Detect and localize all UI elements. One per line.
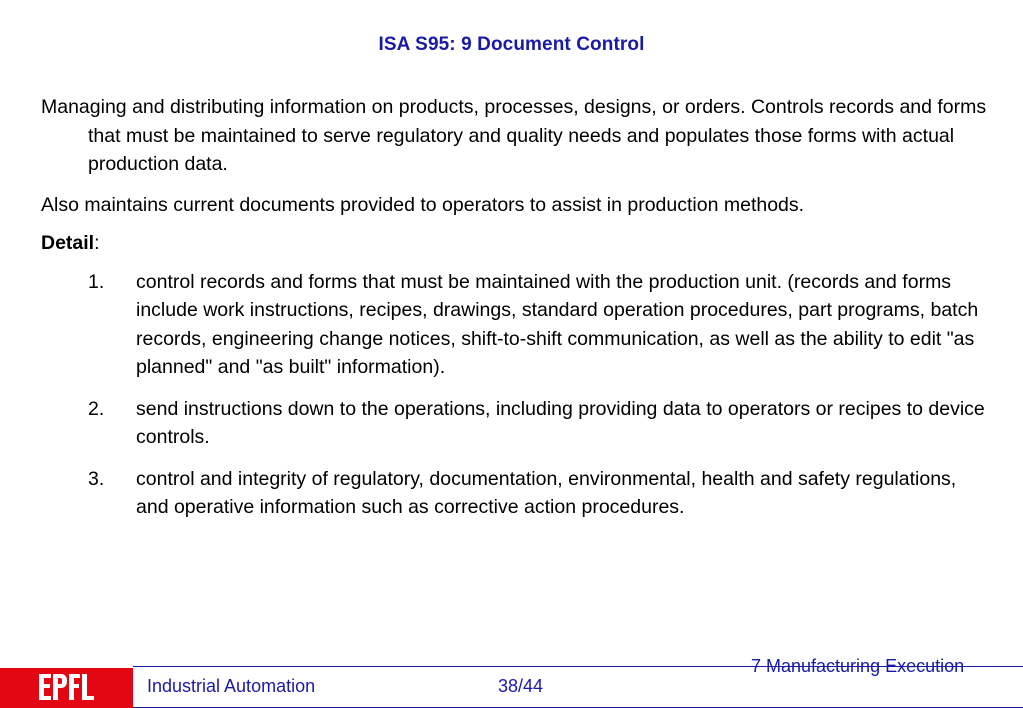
detail-heading — [41, 229, 991, 258]
list-item-text: control and integrity of regulatory, documentation, environmental, health and safety regulations, and operative information such as corrective action procedures. — [136, 467, 957, 518]
footer-chapter-title: 7 Manufacturing Execution — [751, 656, 965, 676]
list-item-number: 1. — [88, 270, 105, 293]
list-item-number: 3. — [88, 467, 105, 490]
list-item — [41, 268, 991, 382]
list-item-text: send instructions down to the operations, including providing data to operators or recipes to device controls. — [136, 397, 985, 448]
intro-paragraph: Managing and distributing information on products, processes, designs, or orders. Controls records and forms that must be maintained to serve regulatory and quality needs and populates those forms with actual production data. — [41, 96, 987, 175]
list-item — [41, 465, 991, 522]
detail-colon: : — [94, 232, 100, 254]
operators-paragraph: Also maintains current documents provided to operators to assist in production methods. — [41, 193, 805, 216]
slide-title: ISA S95: 9 Document Control — [378, 34, 645, 55]
epfl-logo — [0, 668, 133, 708]
list-item-number: 2. — [88, 397, 105, 420]
footer-course-title: Industrial Automation — [147, 676, 316, 696]
epfl-logo-icon — [35, 672, 99, 704]
list-item — [41, 395, 991, 452]
list-item-text: control records and forms that must be maintained with the production unit. (records and forms include work instructions, recipes, drawings, standard operation procedures, part programs, batch records, engineering change notices, shift-to-shift communication, as well as the ability to edit "as planned" and "as built" information). — [136, 270, 979, 378]
detail-list — [41, 268, 991, 522]
slide-body — [41, 93, 991, 535]
footer-page-number: 38/44 — [498, 676, 544, 696]
detail-label: Detail — [41, 232, 95, 254]
slide-footer — [0, 656, 1023, 708]
